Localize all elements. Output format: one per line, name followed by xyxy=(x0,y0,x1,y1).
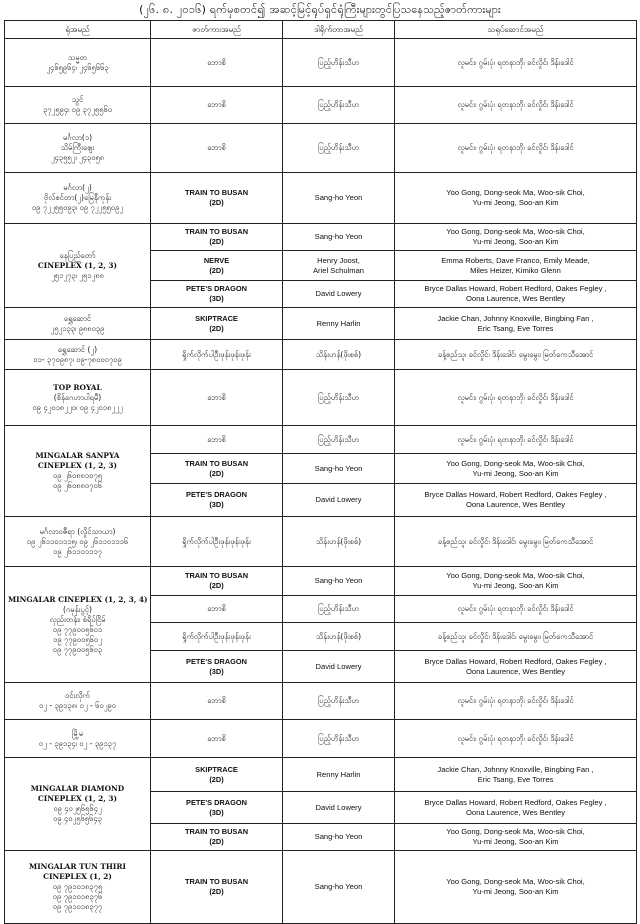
cast-cell xyxy=(395,340,637,370)
text-line: NERVE xyxy=(203,255,230,265)
text-line: Yu-mi Jeong, Soo-an Kim xyxy=(472,837,559,846)
cast-cell xyxy=(395,792,637,824)
film-cell xyxy=(151,484,283,517)
film-cell xyxy=(151,623,283,651)
text-line: Renny Harlin xyxy=(316,318,361,328)
text-line: Sang-ho Yeon xyxy=(314,576,363,585)
director-cell xyxy=(283,173,395,224)
text-line: SKIPTRACE xyxy=(195,313,238,323)
film-format: (2D) xyxy=(209,323,224,333)
film-format: (2D) xyxy=(209,774,224,784)
text-line: (စိန်ဂေဟာပါရမီ) xyxy=(53,392,102,402)
text-line: ၀၉ ၄၂၀၁၈၂၂၀၊ ၀၉ ၄၂၀၁၈၂၂၂ xyxy=(32,402,123,412)
text-line: Sang-ho Yeon xyxy=(314,193,363,202)
text-line: လူမင်း၊ ဂွမ်းပုံ၊ ရတနာဘို၊ ခင်လှိုင်၊ ဒိန်းဒေါင် xyxy=(457,143,574,152)
text-line: သိန်းဟန်(ဖိုးစစ်) xyxy=(315,349,362,359)
cast-cell xyxy=(395,651,637,683)
cinema-cell xyxy=(5,426,151,517)
text-line: Sang-ho Yeon xyxy=(314,882,363,891)
director-cell xyxy=(283,281,395,308)
text-line: ခန့်စည်သူ၊ ခင်လှိုင်၊ ဒိန်းဒေါင်၊ မွေးမွေး၊ မြတ်ကေသီအောင် xyxy=(437,349,594,359)
film-cell xyxy=(151,454,283,484)
text-line: သိန်းဟန်(ဖိုးစစ်) xyxy=(315,631,362,641)
text-line: ၀၉ ၇၉၁၀၁၈၃၇၅ xyxy=(52,882,103,891)
text-line: ၃၇၂၅၉၄၊ ၀၉ ၃၇၂၅၅၆၀ xyxy=(42,105,113,114)
film-cell xyxy=(151,124,283,173)
cinema-cell xyxy=(5,39,151,87)
text-line: ဝင်းလိုက် xyxy=(65,691,90,700)
text-line: Sang-ho Yeon xyxy=(314,832,363,841)
cast-cell xyxy=(395,454,637,484)
text-line: David Lowery xyxy=(315,661,362,671)
text-line: ဘောစိ xyxy=(207,57,226,67)
text-line: Ariel Schulman xyxy=(312,265,365,275)
director-cell xyxy=(283,567,395,596)
director-cell xyxy=(283,224,395,251)
text-line: Yoo Gong, Dong-seok Ma, Woo-sik Choi, xyxy=(446,227,585,236)
text-line: Jackie Chan, Johnny Knoxville, Bingbing Fan , xyxy=(437,764,594,774)
text-line: သမ္မတ xyxy=(67,52,88,62)
text-line: CINEPLEX (1, 2) xyxy=(43,872,112,881)
header-director: ဒါရိုက်တာအမည် xyxy=(283,21,395,39)
text-line: ၀၉ ၇၇၉၀၀၅၆၀၂ xyxy=(53,634,102,644)
text-line: သွင် xyxy=(71,95,84,104)
text-line: ရွှေဆောင် (၂) xyxy=(57,344,98,354)
director-cell xyxy=(283,824,395,851)
text-line: ပြည့်ဟိန်းသီဟ xyxy=(317,733,359,743)
text-line: TRAIN TO BUSAN xyxy=(184,458,249,468)
film-cell xyxy=(151,340,283,370)
text-line: ဘောစိ xyxy=(207,143,226,152)
text-line: ပြည့်ဟိန်းသီဟ xyxy=(317,434,359,444)
text-line: PETE'S DRAGON xyxy=(186,284,247,293)
text-line: Yoo Gong, Dong-seok Ma, Woo-sik Choi, xyxy=(446,458,585,468)
text-line: ပြည့်ဟိန်းသီဟ xyxy=(317,57,359,67)
director-cell xyxy=(283,39,395,87)
text-line: ခန့်စည်သူ၊ ခင်လှိုင်၊ ဒိန်းဒေါင်၊ မွေးမွေး၊ မြတ်ကေသီအောင် xyxy=(437,631,594,641)
text-line: TRAIN TO BUSAN xyxy=(184,877,249,886)
cast-cell xyxy=(395,251,637,281)
text-line: Yu-mi Jeong, Soo-an Kim xyxy=(472,887,559,896)
text-line: David Lowery xyxy=(315,289,362,298)
text-line: SKIPTRACE xyxy=(195,764,238,774)
text-line: ၀၉ ၇၂၂၅၅၀၉၃၊ ၀၉ ၇၂၂၅၅၀၉၂ xyxy=(31,203,124,212)
film-format: (3D) xyxy=(209,666,224,676)
table-row xyxy=(5,124,637,173)
cast-cell xyxy=(395,87,637,124)
cinema-cell xyxy=(5,340,151,370)
film-cell xyxy=(151,281,283,308)
cast-cell xyxy=(395,517,637,567)
text-line: Miles Heizer, Kimiko Glenn xyxy=(470,265,561,275)
table-row xyxy=(5,683,637,720)
text-line: MINGALAR SANPYA xyxy=(35,451,120,460)
cinema-cell xyxy=(5,683,151,720)
cast-cell xyxy=(395,173,637,224)
film-cell xyxy=(151,224,283,251)
table-row xyxy=(5,758,637,792)
text-line: Oona Laurence, Wes Bentley xyxy=(465,807,566,817)
header-cast: သရုပ်ဆောင်အမည် xyxy=(395,21,637,39)
text-line: ၀၉ ၂၆၀၈၈၀၇၀၆ xyxy=(53,481,102,490)
director-cell xyxy=(283,426,395,454)
schedule-table xyxy=(4,20,637,924)
cinema-cell xyxy=(5,517,151,567)
text-line: ၀၉ ၇၉၁၀၁၈၃၇၆ xyxy=(52,892,103,901)
table-row xyxy=(5,87,637,124)
film-cell xyxy=(151,308,283,340)
table-header-row xyxy=(5,21,637,39)
text-line: Oona Laurence, Wes Bentley xyxy=(465,666,566,676)
film-cell xyxy=(151,758,283,792)
text-line: TRAIN TO BUSAN xyxy=(184,571,249,580)
text-line: ပြည့်ဟိန်းသီဟ xyxy=(317,143,359,152)
text-line: ရှိုက်လိုက်ပါဦးဖုန်းဖုန်းဖုန်း xyxy=(182,631,251,641)
text-line: ဘောစိ xyxy=(207,392,226,402)
text-line: လူမင်း၊ ဂွမ်းပုံ၊ ရတနာဘို၊ ခင်လှိုင်၊ ဒိန်းဒေါင် xyxy=(457,100,574,109)
director-cell xyxy=(283,851,395,924)
cinema-cell xyxy=(5,87,151,124)
film-cell xyxy=(151,567,283,596)
text-line: ပြည့်ဟိန်းသီဟ xyxy=(317,604,359,613)
cinema-cell xyxy=(5,758,151,851)
table-row xyxy=(5,173,637,224)
text-line: Bryce Dallas Howard, Robert Redford, Oakes Fegley , xyxy=(424,656,607,666)
text-line: ဗိုလ်စင်တာ(၂)မြေနီကုန်း xyxy=(43,193,112,202)
cast-cell xyxy=(395,758,637,792)
text-line: ၀၁- ၃၇၀၉၈၇၊ ၀၉-၇၈၀၀၀၇၀၉ xyxy=(33,354,122,364)
text-line: ၀၉ ၂၆၁၁၀၁၁၁၇ xyxy=(53,546,102,556)
text-line: ဘောစိ xyxy=(207,696,226,705)
cast-cell xyxy=(395,308,637,340)
film-cell xyxy=(151,251,283,281)
director-cell xyxy=(283,720,395,758)
cast-cell xyxy=(395,720,637,758)
text-line: PETE'S DRAGON xyxy=(186,797,247,807)
text-line: ၀၂ - ၃၉၁၃၄၊ ၀၂ - ၃၉၁၃၇ xyxy=(38,738,117,748)
text-line: CINEPLEX (1, 2, 3) xyxy=(37,794,118,803)
text-line: Eric Tsang, Eve Torres xyxy=(477,323,554,333)
cinema-cell xyxy=(5,851,151,924)
cast-cell xyxy=(395,281,637,308)
text-line: ၀၂ - ၃၉၁၃၈၊ ၀၂ - ၆၀၂၉၀ xyxy=(39,701,116,710)
cast-cell xyxy=(395,824,637,851)
text-line: Oona Laurence, Wes Bentley xyxy=(465,500,566,509)
text-line: ၀၉ ၇၉၁၀၁၈၃၇၇ xyxy=(52,902,103,911)
table-row xyxy=(5,224,637,251)
text-line: Yu-mi Jeong, Soo-an Kim xyxy=(472,237,559,246)
text-line: သိန်းဟန်(ဖိုးစစ်) xyxy=(315,536,362,546)
film-cell xyxy=(151,426,283,454)
text-line: လူမင်း၊ ဂွမ်းပုံ၊ ရတနာဘို၊ ခင်လှိုင်၊ ဒိန်းဒေါင် xyxy=(457,434,574,444)
cast-cell xyxy=(395,39,637,87)
text-line: Oona Laurence, Wes Bentley xyxy=(465,294,566,303)
film-cell xyxy=(151,596,283,623)
film-format: (2D) xyxy=(209,265,224,275)
text-line: ရွှေဆောင် xyxy=(63,313,92,323)
film-cell xyxy=(151,851,283,924)
film-cell xyxy=(151,651,283,683)
cast-cell xyxy=(395,623,637,651)
text-line: Eric Tsang, Eve Torres xyxy=(477,774,554,784)
page-title: (၂၆. ၈. ၂၀၁၆) ရက်မှစတင်၍ အဆင့်မြင့်ရုပ်ရှင်ရုံကြီးများတွင်ပြသနေသည့်ဇာတ်ကားများ xyxy=(139,3,501,16)
text-line: Yoo Gong, Dong-seok Ma, Woo-sik Choi, xyxy=(446,188,585,197)
table-row xyxy=(5,308,637,340)
table-row xyxy=(5,517,637,567)
text-line: Yoo Gong, Dong-seok Ma, Woo-sik Choi, xyxy=(446,571,585,580)
director-cell xyxy=(283,651,395,683)
cast-cell xyxy=(395,426,637,454)
text-line: Emma Roberts, Dave Franco, Emily Meade, xyxy=(441,255,590,265)
text-line: မင်္ဂလာဝဇီရာ (လှိုင်သာယာ) xyxy=(39,526,116,536)
header-cinema: ရုံအမည် xyxy=(5,21,151,39)
director-cell xyxy=(283,454,395,484)
film-format: (3D) xyxy=(209,807,224,817)
text-line: Yoo Gong, Dong-seok Ma, Woo-sik Choi, xyxy=(446,877,585,886)
text-line: CINEPLEX (1, 2, 3) xyxy=(37,461,118,470)
text-line: Henry Joost, xyxy=(317,255,360,265)
text-line: Bryce Dallas Howard, Robert Redford, Oakes Fegley , xyxy=(424,284,607,293)
director-cell xyxy=(283,484,395,517)
director-cell xyxy=(283,251,395,281)
film-cell xyxy=(151,173,283,224)
cinema-cell xyxy=(5,173,151,224)
director-cell xyxy=(283,308,395,340)
table-row xyxy=(5,426,637,454)
film-format: (2D) xyxy=(209,887,224,896)
director-cell xyxy=(283,340,395,370)
text-line: မြို့မ xyxy=(71,728,84,738)
text-line: ဘောစိ xyxy=(207,733,226,743)
text-line: Yu-mi Jeong, Soo-an Kim xyxy=(472,198,559,207)
text-line: Jackie Chan, Johnny Knoxville, Bingbing Fan , xyxy=(437,313,594,323)
text-line: ရှိုက်လိုက်ပါဦးဖုန်းဖုန်းဖုန်း xyxy=(182,536,251,546)
film-cell xyxy=(151,370,283,426)
text-line: ခန့်စည်သူ၊ ခင်လှိုင်၊ ဒိန်းဒေါင်၊ မွေးမွေး၊ မြတ်ကေသီအောင် xyxy=(437,536,594,546)
table-row xyxy=(5,370,637,426)
film-cell xyxy=(151,87,283,124)
director-cell xyxy=(283,596,395,623)
text-line: (ဂမုန်းပွင့်) xyxy=(62,604,92,614)
table-row xyxy=(5,720,637,758)
film-cell xyxy=(151,683,283,720)
cast-cell xyxy=(395,484,637,517)
text-line: ၀၉ ၄၀၂၅၆၅၆၄၂ xyxy=(53,804,102,813)
text-line: ၀၉ ၇၇၉၀၀၅၆၀၁ xyxy=(52,624,103,634)
cast-cell xyxy=(395,596,637,623)
cinema-cell xyxy=(5,124,151,173)
text-line: PETE'S DRAGON xyxy=(186,656,247,666)
text-line: Sang-ho Yeon xyxy=(314,463,363,473)
text-line: ရှိုက်လိုက်ပါဦးဖုန်းဖုန်းဖုန်း xyxy=(182,349,251,359)
director-cell xyxy=(283,683,395,720)
director-cell xyxy=(283,124,395,173)
text-line: Bryce Dallas Howard, Robert Redford, Oakes Fegley , xyxy=(424,490,607,499)
cinema-cell xyxy=(5,567,151,683)
film-format: (2D) xyxy=(209,198,224,207)
text-line: Sang-ho Yeon xyxy=(314,232,363,241)
text-line: မင်္ဂလာ(၁) xyxy=(62,133,93,142)
text-line: ပြည့်ဟိန်းသီဟ xyxy=(317,100,359,109)
text-line: ၂၄၆၅၉၆၄၊ ၂၄၆၅၆၆၃ xyxy=(46,62,109,72)
cinema-cell xyxy=(5,720,151,758)
director-cell xyxy=(283,758,395,792)
text-line: ဘောစိ xyxy=(207,434,226,444)
text-line: လူမင်း၊ ဂွမ်းပုံ၊ ရတနာဘို၊ ခင်လှိုင်၊ ဒိန်းဒေါင် xyxy=(457,696,574,705)
text-line: Bryce Dallas Howard, Robert Redford, Oakes Fegley , xyxy=(424,797,607,807)
director-cell xyxy=(283,792,395,824)
text-line: ၀၉ ၄၀၂၅၆၅၆၄၃ xyxy=(53,814,102,823)
text-line: Renny Harlin xyxy=(316,769,361,779)
director-cell xyxy=(283,623,395,651)
text-line: TOP ROYAL xyxy=(53,382,102,392)
cinema-cell xyxy=(5,224,151,308)
film-format: (3D) xyxy=(209,500,224,509)
film-format: (3D) xyxy=(209,294,224,303)
cast-cell xyxy=(395,851,637,924)
table-row xyxy=(5,340,637,370)
film-format: (2D) xyxy=(209,837,224,846)
director-cell xyxy=(283,87,395,124)
film-cell xyxy=(151,824,283,851)
text-line: မင်္ဂလာ(၂) xyxy=(63,183,92,192)
table-row xyxy=(5,567,637,596)
text-line: Yoo Gong, Dong-seok Ma, Woo-sik Choi, xyxy=(446,827,585,836)
text-line: ၂၅၁၂၇၃၊ ၂၅၁၂၈၈ xyxy=(51,270,104,280)
text-line: နေပြည်တော် xyxy=(59,250,96,260)
film-cell xyxy=(151,720,283,758)
text-line: CINEPLEX (1, 2, 3) xyxy=(37,260,118,270)
text-line: PETE'S DRAGON xyxy=(186,490,247,499)
text-line: TRAIN TO BUSAN xyxy=(184,227,249,236)
text-line: လူမင်း၊ ဂွမ်းပုံ၊ ရတနာဘို၊ ခင်လှိုင်၊ ဒိန်းဒေါင် xyxy=(457,604,574,613)
text-line: ၀၉ ၇၇၉၀၀၅၆၀၃ xyxy=(52,644,103,654)
text-line: လူမင်း၊ ဂွမ်းပုံ၊ ရတနာဘို၊ ခင်လှိုင်၊ ဒိန်းဒေါင် xyxy=(457,733,574,743)
film-format: (2D) xyxy=(209,581,224,590)
cast-cell xyxy=(395,224,637,251)
text-line: David Lowery xyxy=(315,802,362,812)
film-cell xyxy=(151,517,283,567)
cinema-cell xyxy=(5,308,151,340)
text-line: ၀၉ ၂၆၁၁၀၁၁၁၅၊ ၀၉ ၂၆၁၁၀၁၁၁၆ xyxy=(26,536,129,546)
cast-cell xyxy=(395,124,637,173)
film-cell xyxy=(151,39,283,87)
director-cell xyxy=(283,370,395,426)
cast-cell xyxy=(395,683,637,720)
text-line: David Lowery xyxy=(315,495,362,504)
text-line: Yu-mi Jeong, Soo-an Kim xyxy=(472,581,559,590)
text-line: Yu-mi Jeong, Soo-an Kim xyxy=(472,468,559,478)
schedule-body xyxy=(5,39,637,924)
text-line: လူမင်း၊ ဂွမ်းပုံ၊ ရတနာဘို၊ ခင်လှိုင်၊ ဒိန်းဒေါင် xyxy=(457,57,574,67)
text-line: ပြည့်ဟိန်းသီဟ xyxy=(317,392,359,402)
director-cell xyxy=(283,517,395,567)
text-line: MINGALAR CINEPLEX (1, 2, 3, 4) xyxy=(8,594,148,604)
cast-cell xyxy=(395,370,637,426)
film-format: (2D) xyxy=(209,468,224,478)
header-film: ဇာတ်ကားအမည် xyxy=(151,21,283,39)
cinema-cell xyxy=(5,370,151,426)
text-line: ၀၉ ၂၆၀၈၈၁၀၇၅ xyxy=(53,471,102,480)
film-format: (2D) xyxy=(209,237,224,246)
text-line: ဘောစိ xyxy=(207,604,226,613)
text-line: TRAIN TO BUSAN xyxy=(184,827,249,836)
text-line: သိမ်ကြီးဈေး xyxy=(60,143,95,152)
text-line: MINGALAR DIAMOND xyxy=(30,784,125,793)
text-line: TRAIN TO BUSAN xyxy=(184,188,249,197)
table-row xyxy=(5,39,637,87)
text-line: ၂၅၂၁၃၃၊ ၉၈၈၀၃၉ xyxy=(50,323,105,333)
text-line: ပြည့်ဟိန်းသီဟ xyxy=(317,696,359,705)
cast-cell xyxy=(395,567,637,596)
film-cell xyxy=(151,792,283,824)
text-line: ၂၄၃၅၅၂၊ ၂၄၃၀၅၈ xyxy=(50,153,105,162)
text-line: လူမင်း၊ ဂွမ်းပုံ၊ ရတနာဘို၊ ခင်လှိုင်၊ ဒိန်းဒေါင် xyxy=(457,392,574,402)
text-line: MINGALAR TUN THIRI xyxy=(29,862,126,871)
text-line: ဘောစိ xyxy=(207,100,226,109)
table-row xyxy=(5,851,637,924)
text-line: လှည်းတန်း၊ စံရိပ်ငြိမ် xyxy=(49,614,106,624)
